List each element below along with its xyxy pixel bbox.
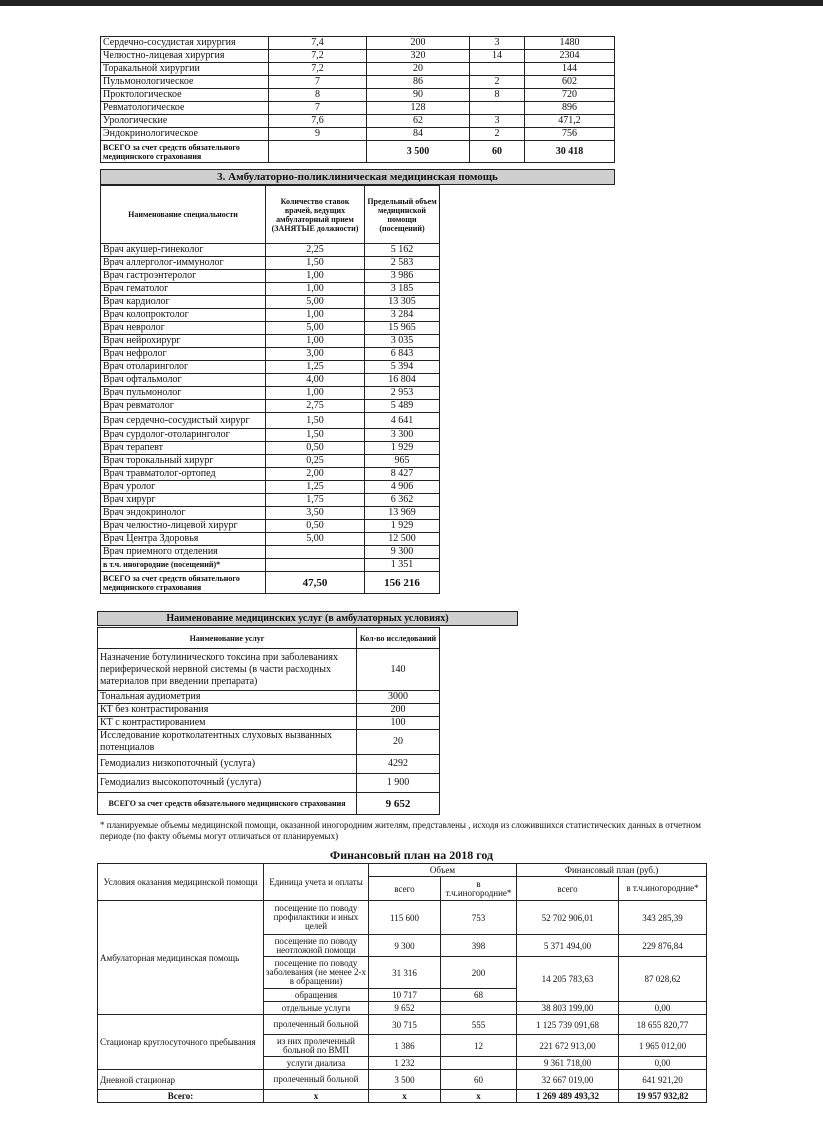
bed-days: 7	[269, 76, 367, 89]
header-volume: Объем	[369, 864, 517, 877]
vol-total: 3 500	[369, 1070, 441, 1090]
header-finance: Финансовый план (руб.)	[517, 864, 707, 877]
department-name: Торакальной хирургии	[101, 63, 269, 76]
bed-count: 1480	[525, 37, 615, 50]
vol-total: 10 717	[369, 989, 441, 1002]
volume: 13 969	[365, 507, 440, 520]
table-row	[98, 774, 440, 793]
finplan-total-row	[98, 1090, 707, 1103]
day-stationary-label: Дневной стационар	[98, 1070, 264, 1090]
table-row	[101, 559, 440, 572]
volume: 15 965	[365, 322, 440, 335]
surgery-table	[100, 36, 615, 163]
volume: 2 583	[365, 257, 440, 270]
rates	[266, 546, 365, 559]
department-name: Ревматологическое	[101, 102, 269, 115]
rates: 1,00	[266, 387, 365, 400]
header-fin-total: всего	[517, 877, 619, 901]
total-volume: 156 216	[365, 572, 440, 594]
vol-total: 1 232	[369, 1057, 441, 1070]
bed-days: 7,2	[269, 63, 367, 76]
specialty: Врач офтальмолог	[101, 374, 266, 387]
rates: 1,25	[266, 361, 365, 374]
volume: 2 953	[365, 387, 440, 400]
header-rates: Количество ставок врачей, ведущих амбулаторный прием (ЗАНЯТЫЕ должности)	[266, 186, 365, 244]
volume: 90	[367, 89, 470, 102]
vol-total: 9 652	[369, 1002, 441, 1015]
bed-days: 8	[269, 89, 367, 102]
bed-days: 7,4	[269, 37, 367, 50]
service-name: КТ с контрастированием	[98, 717, 357, 730]
table-row	[101, 413, 440, 429]
header-volume: Предельный объем медицинской помощи (посещений)	[365, 186, 440, 244]
volume: 3 300	[365, 429, 440, 442]
specialty: Врач челюстно-лицевой хирург	[101, 520, 266, 533]
rates	[266, 559, 365, 572]
vol-total: 9 300	[369, 935, 441, 957]
unit: обращения	[264, 989, 369, 1002]
volume: 5 489	[365, 400, 440, 413]
total-rates: 47,50	[266, 572, 365, 594]
ambulatory-label: Амбулаторная медицинская помощь	[98, 901, 264, 1015]
specialty: Врач сурдолог-отоларинголог	[101, 429, 266, 442]
fin-total: 9 361 718,00	[517, 1057, 619, 1070]
total-label: ВСЕГО за счет средств обязательного медицинского страхования	[101, 141, 269, 163]
vol-nonresident: 68	[441, 989, 517, 1002]
rates: 0,25	[266, 455, 365, 468]
volume: 16 804	[365, 374, 440, 387]
vol-total: 1 386	[369, 1035, 441, 1057]
department-name: Проктологическое	[101, 89, 269, 102]
bed-count: 602	[525, 76, 615, 89]
vol-nonresident: 753	[441, 901, 517, 935]
rates: 5,00	[266, 322, 365, 335]
rates: 1,75	[266, 494, 365, 507]
bed-days: 7,6	[269, 115, 367, 128]
surgery-total-row	[101, 141, 615, 163]
fin-total: 221 672 913,00	[517, 1035, 619, 1057]
service-name: Гемодиализ высокопоточный (услуга)	[98, 774, 357, 793]
unit: услуги диализа	[264, 1057, 369, 1070]
specialists-table	[100, 185, 440, 594]
volume: 5 162	[365, 244, 440, 257]
finplan-row	[98, 1015, 707, 1035]
header-unit: Единица учета и оплаты	[264, 864, 369, 901]
specialty: Врач нейрохирург	[101, 335, 266, 348]
service-count: 1 900	[357, 774, 440, 793]
fin-nonresident: 641 921,20	[619, 1070, 707, 1090]
bed-count: 144	[525, 63, 615, 76]
total-value: 9 652	[357, 793, 440, 815]
volume: 6 362	[365, 494, 440, 507]
volume: 128	[367, 102, 470, 115]
table-row	[101, 481, 440, 494]
section3-title: 3. Амбулаторно-поликлиническая медицинская помощь	[100, 169, 615, 185]
table-row	[101, 89, 615, 102]
specialists-total-row	[101, 572, 440, 594]
rates: 1,00	[266, 335, 365, 348]
table-row	[101, 387, 440, 400]
table-row	[101, 50, 615, 63]
finplan-table	[97, 863, 707, 1103]
header-conditions: Условия оказания медицинской помощи	[98, 864, 264, 901]
total-c3: 3 500	[367, 141, 470, 163]
specialty: Врач травматолог-ортопед	[101, 468, 266, 481]
unit: посещение по поводу заболевания (не менее 2-х в обращении)	[264, 957, 369, 989]
volume: 20	[367, 63, 470, 76]
total-vol: х	[369, 1090, 441, 1103]
total-c2	[269, 141, 367, 163]
nonresident: 2	[470, 128, 525, 141]
table-row	[98, 691, 440, 704]
volume: 4 641	[365, 413, 440, 429]
nonresident: 3	[470, 115, 525, 128]
department-name: Челюстно-лицевая хирургия	[101, 50, 269, 63]
service-count: 20	[357, 730, 440, 755]
department-name: Эндокринологическое	[101, 128, 269, 141]
volume: 3 035	[365, 335, 440, 348]
fin-nonresident: 343 285,39	[619, 901, 707, 935]
table-row	[101, 309, 440, 322]
fin-nonresident: 18 655 820,77	[619, 1015, 707, 1035]
table-row	[101, 400, 440, 413]
table-row	[101, 374, 440, 387]
unit: посещение по поводу неотложной помощи	[264, 935, 369, 957]
table-row	[98, 717, 440, 730]
table-row	[101, 455, 440, 468]
department-name: Пульмонологическое	[101, 76, 269, 89]
nonresident	[470, 102, 525, 115]
volume: 3 986	[365, 270, 440, 283]
vol-total: 115 600	[369, 901, 441, 935]
service-name: Исследование коротколатентных слуховых вызванных потенциалов	[98, 730, 357, 755]
rates: 1,50	[266, 413, 365, 429]
unit: посещение по поводу профилактики и иных целей	[264, 901, 369, 935]
volume: 320	[367, 50, 470, 63]
specialty: Врач терапевт	[101, 442, 266, 455]
total-label: ВСЕГО за счет средств обязательного медицинского страхования	[101, 572, 266, 594]
table-row	[101, 63, 615, 76]
rates: 3,50	[266, 507, 365, 520]
specialty: Врач акушер-гинеколог	[101, 244, 266, 257]
specialty: Врач пульмонолог	[101, 387, 266, 400]
specialists-header	[101, 186, 440, 244]
specialty: Врач приемного отделения	[101, 546, 266, 559]
service-name: Назначение ботулинического токсина при заболеваниях периферической нервной системы (в части расходных материалов при введении препарата)	[98, 649, 357, 691]
scan-edge	[0, 0, 823, 6]
bed-days: 9	[269, 128, 367, 141]
fin-total: 1 125 739 091,68	[517, 1015, 619, 1035]
service-count: 100	[357, 717, 440, 730]
bed-count: 471,2	[525, 115, 615, 128]
total-unit: х	[264, 1090, 369, 1103]
table-row	[101, 335, 440, 348]
volume: 9 300	[365, 546, 440, 559]
rates: 0,50	[266, 442, 365, 455]
table-row	[98, 755, 440, 774]
table-row	[101, 37, 615, 50]
volume: 3 284	[365, 309, 440, 322]
fin-total: 14 205 783,63	[517, 957, 619, 1002]
specialty: Врач уролог	[101, 481, 266, 494]
nonresident: 8	[470, 89, 525, 102]
finplan-header-1	[98, 864, 707, 877]
table-row	[101, 257, 440, 270]
bed-count: 896	[525, 102, 615, 115]
vol-nonresident: 60	[441, 1070, 517, 1090]
service-count: 3000	[357, 691, 440, 704]
service-count: 200	[357, 704, 440, 717]
vol-total: 30 715	[369, 1015, 441, 1035]
department-name: Урологические	[101, 115, 269, 128]
finplan-title: Финансовый план на 2018 год	[329, 848, 494, 862]
total-label: ВСЕГО за счет средств обязательного медицинского страхования	[98, 793, 357, 815]
fin-total: 52 702 906,01	[517, 901, 619, 935]
rates: 5,00	[266, 296, 365, 309]
table-row	[101, 270, 440, 283]
footnote: * планируемые объемы медицинской помощи, оказанной иногородним жителям, представлены , исходя из сложившихся статистических данных в отчетном периоде (по факту объемы могут отличаться от планируемых)	[100, 820, 701, 841]
service-count: 140	[357, 649, 440, 691]
service-name: КТ без контрастирования	[98, 704, 357, 717]
specialty: Врач невролог	[101, 322, 266, 335]
table-row	[101, 361, 440, 374]
rates: 4,00	[266, 374, 365, 387]
services-table	[97, 627, 440, 815]
total-label: Всего:	[98, 1090, 264, 1103]
fin-total: 38 803 199,00	[517, 1002, 619, 1015]
specialty: Врач кардиолог	[101, 296, 266, 309]
volume: 13 305	[365, 296, 440, 309]
header-vol-total: всего	[369, 877, 441, 901]
unit: пролеченный больной	[264, 1015, 369, 1035]
total-vol-nonresident: х	[441, 1090, 517, 1103]
finplan-row	[98, 1070, 707, 1090]
total-c5: 30 418	[525, 141, 615, 163]
vol-total: 31 316	[369, 957, 441, 989]
table-row	[98, 704, 440, 717]
rates: 1,00	[266, 270, 365, 283]
rates: 1,50	[266, 257, 365, 270]
unit: отдельные услуги	[264, 1002, 369, 1015]
department-name: Сердечно-сосудистая хирургия	[101, 37, 269, 50]
table-row	[98, 730, 440, 755]
fin-nonresident: 229 876,84	[619, 935, 707, 957]
header-count: Кол-во исследований	[357, 628, 440, 649]
specialty: Врач Центра Здоровья	[101, 533, 266, 546]
total-fin: 1 269 489 493,32	[517, 1090, 619, 1103]
volume: 200	[367, 37, 470, 50]
volume: 965	[365, 455, 440, 468]
header-service: Наименование услуг	[98, 628, 357, 649]
specialty: Врач колопроктолог	[101, 309, 266, 322]
fin-nonresident: 0,00	[619, 1057, 707, 1070]
volume: 62	[367, 115, 470, 128]
unit: из них пролеченный больной по ВМП	[264, 1035, 369, 1057]
header-vol-nonresident: в т.ч.иногородние*	[441, 877, 517, 901]
fin-nonresident: 87 028,62	[619, 957, 707, 1002]
volume: 1 351	[365, 559, 440, 572]
volume: 84	[367, 128, 470, 141]
rates: 1,25	[266, 481, 365, 494]
specialty: Врач аллерголог-иммунолог	[101, 257, 266, 270]
table-row	[101, 102, 615, 115]
rates: 2,25	[266, 244, 365, 257]
table-row	[101, 507, 440, 520]
table-row	[101, 128, 615, 141]
header-specialty: Наименование специальности	[101, 186, 266, 244]
table-row	[101, 533, 440, 546]
bed-count: 2304	[525, 50, 615, 63]
vol-nonresident: 200	[441, 957, 517, 989]
table-row	[101, 546, 440, 559]
table-row	[101, 468, 440, 481]
volume: 6 843	[365, 348, 440, 361]
vol-nonresident	[441, 1057, 517, 1070]
rates: 2,75	[266, 400, 365, 413]
rates: 1,00	[266, 309, 365, 322]
table-row	[101, 296, 440, 309]
total-c4: 60	[470, 141, 525, 163]
specialty: Врач гастроэнтеролог	[101, 270, 266, 283]
stationary-label: Стационар круглосуточного пребывания	[98, 1015, 264, 1070]
nonresident	[470, 63, 525, 76]
vol-nonresident: 555	[441, 1015, 517, 1035]
specialty: Врач хирург	[101, 494, 266, 507]
service-name: Гемодиализ низкопоточный (услуга)	[98, 755, 357, 774]
rates: 2,00	[266, 468, 365, 481]
nonresident: 2	[470, 76, 525, 89]
service-name: Тональная аудиометрия	[98, 691, 357, 704]
vol-nonresident	[441, 1002, 517, 1015]
volume: 4 906	[365, 481, 440, 494]
fin-total: 5 371 494,00	[517, 935, 619, 957]
rates: 0,50	[266, 520, 365, 533]
vol-nonresident: 398	[441, 935, 517, 957]
total-fin-nonresident: 19 957 932,82	[619, 1090, 707, 1103]
nonresident: 14	[470, 50, 525, 63]
unit: пролеченный больной	[264, 1070, 369, 1090]
rates: 1,00	[266, 283, 365, 296]
volume: 1 929	[365, 442, 440, 455]
volume: 86	[367, 76, 470, 89]
bed-count: 756	[525, 128, 615, 141]
bed-days: 7	[269, 102, 367, 115]
rates: 5,00	[266, 533, 365, 546]
vol-nonresident: 12	[441, 1035, 517, 1057]
bed-days: 7,2	[269, 50, 367, 63]
specialty: Врач нефролог	[101, 348, 266, 361]
fin-total: 32 667 019,00	[517, 1070, 619, 1090]
rates: 1,50	[266, 429, 365, 442]
specialty: Врач торокальный хирург	[101, 455, 266, 468]
volume: 5 394	[365, 361, 440, 374]
volume: 8 427	[365, 468, 440, 481]
table-row	[101, 348, 440, 361]
table-row	[101, 520, 440, 533]
finplan-row	[98, 901, 707, 935]
services-total-row	[98, 793, 440, 815]
table-row	[101, 494, 440, 507]
fin-nonresident: 1 965 012,00	[619, 1035, 707, 1057]
nonresident: 3	[470, 37, 525, 50]
specialty: в т.ч. иногородние (посещений)*	[101, 559, 266, 572]
table-row	[101, 283, 440, 296]
services-header	[98, 628, 440, 649]
specialty: Врач ревматолог	[101, 400, 266, 413]
services-title: Наименование медицинских услуг (в амбулаторных условиях)	[97, 611, 518, 626]
table-row	[101, 322, 440, 335]
service-count: 4292	[357, 755, 440, 774]
specialty: Врач гематолог	[101, 283, 266, 296]
table-row	[101, 244, 440, 257]
table-row	[101, 442, 440, 455]
table-row	[101, 76, 615, 89]
volume: 1 929	[365, 520, 440, 533]
header-fin-nonresident: в т.ч.иногородние*	[619, 877, 707, 901]
table-row	[98, 649, 440, 691]
volume: 3 185	[365, 283, 440, 296]
specialty: Врач отоларинголог	[101, 361, 266, 374]
bed-count: 720	[525, 89, 615, 102]
table-row	[101, 429, 440, 442]
table-row	[101, 115, 615, 128]
specialty: Врач сердечно-сосудистый хирург	[101, 413, 266, 429]
volume: 12 500	[365, 533, 440, 546]
fin-nonresident: 0,00	[619, 1002, 707, 1015]
rates: 3,00	[266, 348, 365, 361]
specialty: Врач эндокринолог	[101, 507, 266, 520]
